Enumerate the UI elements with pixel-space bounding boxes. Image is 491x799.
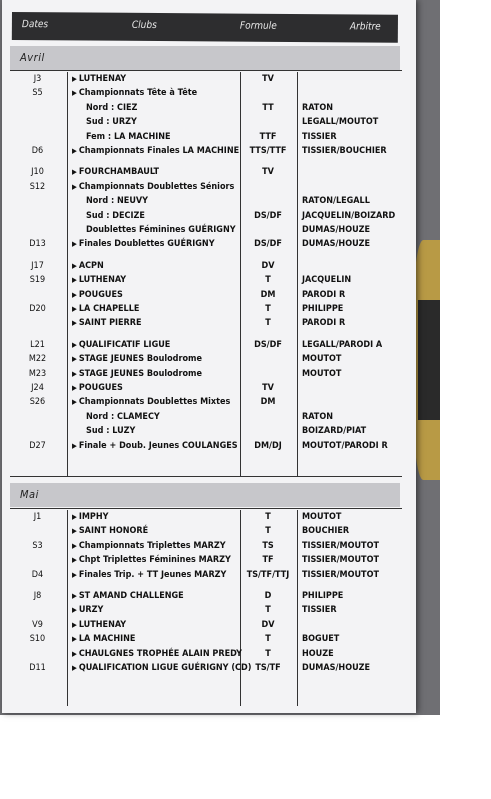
schedule-table-mai bbox=[10, 510, 402, 706]
table-header bbox=[12, 12, 398, 43]
row-club-text: Championnats Doublettes Mixtes bbox=[78, 397, 231, 408]
table-row bbox=[10, 259, 402, 273]
row-club bbox=[72, 144, 239, 158]
row-arbitre: LEGALL/PARODI A bbox=[302, 339, 383, 350]
row-club-text: STAGE JEUNES Boulodrome bbox=[78, 354, 202, 365]
table-row bbox=[10, 367, 402, 381]
row-club bbox=[72, 86, 197, 100]
row-date: J24 bbox=[31, 383, 44, 393]
table-row bbox=[10, 632, 402, 646]
arrow-bullet-icon: ▶ bbox=[72, 541, 77, 550]
row-arbitre: TISSIER bbox=[302, 131, 337, 142]
row-club-text: IMPHY bbox=[78, 512, 109, 522]
row-formule: DM bbox=[260, 289, 276, 300]
row-date: D20 bbox=[29, 304, 46, 314]
row-club-text: FOURCHAMBAULT bbox=[78, 167, 160, 178]
arrow-bullet-icon: ▶ bbox=[72, 182, 77, 191]
arrow-bullet-icon: ▶ bbox=[72, 147, 77, 155]
row-arbitre: MOUTOT bbox=[302, 354, 342, 365]
table-row bbox=[10, 237, 402, 251]
row-club-text: Championnats Doublettes Séniors bbox=[78, 181, 235, 192]
row-date: M22 bbox=[28, 354, 47, 365]
arrow-bullet-icon: ▶ bbox=[72, 384, 77, 392]
month-label: Mai bbox=[20, 488, 39, 501]
row-club-text: Finales Trip. + TT Jeunes MARZY bbox=[78, 569, 227, 580]
table-row bbox=[10, 288, 402, 302]
row-club-text: Finales Doublettes GUÉRIGNY bbox=[78, 239, 215, 250]
row-arbitre: TISSIER/MOUTOT bbox=[302, 569, 379, 580]
arrow-bullet-icon: ▶ bbox=[72, 606, 77, 615]
row-formule: TT bbox=[262, 102, 274, 113]
row-club bbox=[72, 273, 126, 287]
row-arbitre: DUMAS/HOUZE bbox=[302, 239, 371, 250]
row-club bbox=[72, 439, 238, 453]
row-club bbox=[86, 223, 236, 237]
row-formule: D bbox=[264, 591, 272, 601]
row-club bbox=[72, 381, 123, 395]
row-club bbox=[86, 424, 135, 438]
row-club bbox=[72, 568, 226, 582]
row-date: D11 bbox=[29, 663, 46, 673]
table-row bbox=[10, 618, 402, 632]
schedule-table-avril bbox=[10, 72, 402, 477]
header-clubs: Clubs bbox=[131, 19, 157, 32]
row-date: S19 bbox=[29, 275, 46, 286]
table-row bbox=[10, 180, 402, 194]
row-club-text: URZY bbox=[78, 605, 104, 616]
row-arbitre: BOIZARD/PIAT bbox=[302, 426, 367, 437]
table-row bbox=[10, 410, 402, 424]
row-club-text: SAINT PIERRE bbox=[78, 318, 142, 329]
row-date: S12 bbox=[29, 181, 46, 192]
row-club bbox=[72, 316, 142, 330]
table-row bbox=[10, 524, 402, 538]
calendar-page bbox=[2, 0, 416, 713]
row-club-text: Sud : DECIZE bbox=[86, 210, 145, 221]
row-club bbox=[72, 367, 202, 381]
table-row bbox=[10, 194, 402, 208]
row-formule: TV bbox=[262, 167, 274, 178]
table-row bbox=[10, 647, 402, 661]
row-club-text: LUTHENAY bbox=[78, 275, 127, 286]
row-formule: DM bbox=[260, 397, 276, 408]
row-club-text: CHAULGNES TROPHÉE ALAIN PREDY bbox=[78, 648, 243, 659]
row-formule: T bbox=[265, 605, 271, 616]
row-arbitre: RATON bbox=[302, 411, 333, 422]
row-club-text: Doublettes Féminines GUÉRIGNY bbox=[86, 225, 236, 235]
row-club-text: Nord : CIEZ bbox=[86, 102, 138, 113]
row-formule: DV bbox=[261, 619, 275, 630]
arrow-bullet-icon: ▶ bbox=[72, 261, 77, 270]
table-row bbox=[10, 165, 402, 179]
row-club bbox=[86, 130, 171, 144]
arrow-bullet-icon: ▶ bbox=[72, 340, 77, 349]
row-club bbox=[72, 647, 242, 661]
row-club bbox=[72, 72, 126, 86]
table-row bbox=[10, 130, 402, 144]
row-club bbox=[72, 288, 123, 302]
row-formule: TTF bbox=[259, 131, 277, 142]
row-date: D13 bbox=[29, 239, 46, 250]
row-arbitre: PHILIPPE bbox=[302, 591, 344, 601]
row-arbitre: BOUCHIER bbox=[302, 526, 350, 537]
row-arbitre: TISSIER/BOUCHIER bbox=[302, 146, 387, 156]
row-formule: TS bbox=[262, 540, 274, 551]
table-row bbox=[10, 539, 402, 553]
arrow-bullet-icon: ▶ bbox=[72, 355, 77, 364]
arrow-bullet-icon: ▶ bbox=[72, 635, 77, 644]
table-row bbox=[10, 144, 402, 158]
row-club bbox=[86, 410, 160, 424]
row-arbitre: TISSIER/MOUTOT bbox=[302, 540, 379, 551]
row-club-text: QUALIFICATIF LIGUE bbox=[78, 339, 171, 350]
row-formule: TF bbox=[262, 555, 274, 566]
row-formule: DS/DF bbox=[254, 239, 282, 250]
row-arbitre: DUMAS/HOUZE bbox=[302, 663, 371, 673]
row-date: S10 bbox=[29, 634, 46, 645]
row-club-text: Fem : LA MACHINE bbox=[86, 131, 171, 142]
row-club bbox=[72, 661, 251, 675]
row-club bbox=[72, 352, 202, 366]
row-club-text: LA MACHINE bbox=[78, 634, 136, 645]
row-formule: T bbox=[265, 526, 271, 537]
row-formule: TS/TF bbox=[255, 663, 281, 673]
row-club-text: POUGUES bbox=[78, 383, 123, 393]
row-date: J8 bbox=[33, 591, 42, 601]
table-row bbox=[10, 86, 402, 100]
row-arbitre: JACQUELIN bbox=[302, 275, 352, 286]
table-row bbox=[10, 439, 402, 453]
row-club bbox=[72, 539, 226, 553]
row-club bbox=[72, 618, 126, 632]
row-formule: DV bbox=[261, 260, 275, 271]
row-club-text: Championnats Finales LA MACHINE bbox=[78, 146, 240, 156]
row-club bbox=[72, 165, 159, 179]
row-club-text: Sud : LUZY bbox=[86, 426, 136, 437]
row-club bbox=[86, 194, 148, 208]
row-arbitre: PARODI R bbox=[302, 318, 346, 329]
row-club bbox=[72, 589, 184, 603]
table-row bbox=[10, 568, 402, 582]
row-club-text: Finale + Doub. Jeunes COULANGES bbox=[78, 440, 238, 451]
table-row bbox=[10, 395, 402, 409]
row-arbitre: TISSIER bbox=[302, 605, 337, 616]
row-club bbox=[72, 237, 215, 251]
table-row bbox=[10, 510, 402, 524]
row-arbitre: LEGALL/MOUTOT bbox=[302, 117, 379, 128]
arrow-bullet-icon: ▶ bbox=[72, 89, 77, 98]
table-rule bbox=[10, 476, 402, 477]
row-club-text: LA CHAPELLE bbox=[78, 304, 140, 314]
row-arbitre: PHILIPPE bbox=[302, 304, 344, 314]
row-date: S5 bbox=[32, 88, 43, 99]
row-date: D4 bbox=[31, 569, 44, 580]
row-arbitre: HOUZE bbox=[302, 648, 334, 659]
header-arbitre: Arbitre bbox=[349, 21, 381, 33]
month-bar-avril bbox=[10, 46, 400, 70]
row-formule: TV bbox=[262, 383, 274, 393]
row-formule: DS/DF bbox=[254, 339, 282, 350]
row-date: L21 bbox=[30, 339, 45, 350]
arrow-bullet-icon: ▶ bbox=[72, 620, 77, 629]
table-row bbox=[10, 603, 402, 617]
row-date: J1 bbox=[33, 512, 42, 522]
row-club-text: LUTHENAY bbox=[78, 619, 127, 630]
row-club-text: Championnats Tête à Tête bbox=[78, 88, 198, 99]
row-formule: DM/DJ bbox=[254, 440, 282, 451]
row-club bbox=[72, 510, 109, 524]
table-rule bbox=[10, 508, 402, 509]
row-date: J10 bbox=[31, 167, 44, 178]
month-bar-mai bbox=[10, 483, 400, 507]
header-dates: Dates bbox=[21, 19, 49, 31]
row-club-text: Sud : URZY bbox=[86, 117, 137, 128]
row-arbitre: RATON bbox=[302, 102, 333, 113]
arrow-bullet-icon: ▶ bbox=[72, 168, 77, 177]
row-arbitre: JACQUELIN/BOIZARD bbox=[302, 210, 396, 221]
row-arbitre: DUMAS/HOUZE bbox=[302, 225, 371, 235]
table-row bbox=[10, 381, 402, 395]
arrow-bullet-icon: ▶ bbox=[72, 75, 77, 83]
row-club bbox=[72, 395, 230, 409]
month-label: Avril bbox=[20, 51, 45, 64]
row-date: J17 bbox=[31, 260, 44, 271]
row-date: S3 bbox=[32, 540, 43, 551]
arrow-bullet-icon: ▶ bbox=[72, 398, 77, 407]
arrow-bullet-icon: ▶ bbox=[72, 290, 77, 299]
table-row bbox=[10, 72, 402, 86]
row-date: J3 bbox=[33, 74, 42, 84]
arrow-bullet-icon: ▶ bbox=[72, 649, 77, 658]
row-club-text: Championnats Triplettes MARZY bbox=[78, 540, 226, 551]
arrow-bullet-icon: ▶ bbox=[72, 570, 77, 579]
row-date: M23 bbox=[28, 368, 47, 379]
row-club-text: QUALIFICATION LIGUE GUÉRIGNY (CD) bbox=[78, 663, 252, 673]
row-formule: DS/DF bbox=[254, 210, 282, 221]
table-row bbox=[10, 209, 402, 223]
row-date: S26 bbox=[29, 397, 46, 408]
table-row bbox=[10, 553, 402, 567]
row-club-text: ST AMAND CHALLENGE bbox=[78, 591, 184, 601]
row-formule: T bbox=[265, 304, 271, 314]
row-arbitre: RATON/LEGALL bbox=[302, 196, 370, 207]
table-row bbox=[10, 352, 402, 366]
arrow-bullet-icon: ▶ bbox=[72, 664, 77, 672]
row-formule: T bbox=[265, 512, 271, 522]
table-row bbox=[10, 338, 402, 352]
row-date: V9 bbox=[32, 619, 43, 630]
table-rule bbox=[10, 70, 402, 71]
table-row bbox=[10, 661, 402, 675]
row-club-text: Nord : CLAMECY bbox=[86, 411, 160, 422]
row-club-text: SAINT HONORÉ bbox=[78, 526, 149, 537]
row-club bbox=[72, 259, 104, 273]
row-club-text: LUTHENAY bbox=[78, 74, 127, 84]
table-row bbox=[10, 273, 402, 287]
row-formule: T bbox=[265, 318, 271, 329]
row-club bbox=[86, 115, 137, 129]
arrow-bullet-icon: ▶ bbox=[72, 276, 77, 285]
row-club-text: STAGE JEUNES Boulodrome bbox=[78, 368, 202, 379]
table-row bbox=[10, 589, 402, 603]
row-club bbox=[72, 524, 148, 538]
table-row bbox=[10, 316, 402, 330]
row-club-text: Chpt Triplettes Féminines MARZY bbox=[78, 555, 231, 566]
background-object-dark bbox=[418, 300, 440, 420]
row-formule: T bbox=[265, 275, 271, 286]
arrow-bullet-icon: ▶ bbox=[72, 441, 77, 450]
row-formule: T bbox=[265, 634, 271, 645]
header-formule: Formule bbox=[239, 20, 277, 32]
row-club bbox=[72, 632, 135, 646]
table-row bbox=[10, 424, 402, 438]
table-row bbox=[10, 101, 402, 115]
arrow-bullet-icon: ▶ bbox=[72, 319, 77, 328]
arrow-bullet-icon: ▶ bbox=[72, 527, 77, 536]
row-club bbox=[86, 209, 145, 223]
row-formule: TTS/TTF bbox=[249, 146, 287, 156]
row-club-text: POUGUES bbox=[78, 289, 123, 300]
row-arbitre: MOUTOT/PARODI R bbox=[302, 440, 388, 451]
table-row bbox=[10, 223, 402, 237]
arrow-bullet-icon: ▶ bbox=[72, 240, 77, 249]
row-club bbox=[72, 603, 103, 617]
row-arbitre: BOGUET bbox=[302, 634, 340, 645]
arrow-bullet-icon: ▶ bbox=[72, 592, 77, 600]
row-club bbox=[72, 553, 231, 567]
arrow-bullet-icon: ▶ bbox=[72, 369, 77, 378]
row-arbitre: MOUTOT bbox=[302, 512, 342, 522]
row-club-text: ACPN bbox=[78, 260, 104, 271]
table-row bbox=[10, 115, 402, 129]
row-date: D27 bbox=[29, 440, 46, 451]
row-formule: TS/TF/TTJ bbox=[246, 569, 290, 580]
row-club bbox=[72, 338, 170, 352]
row-club bbox=[86, 101, 137, 115]
row-club bbox=[72, 180, 234, 194]
row-club bbox=[72, 302, 139, 316]
row-formule: T bbox=[265, 648, 271, 659]
arrow-bullet-icon: ▶ bbox=[72, 305, 77, 313]
arrow-bullet-icon: ▶ bbox=[72, 556, 77, 565]
table-row bbox=[10, 302, 402, 316]
row-formule: TV bbox=[262, 74, 274, 84]
row-arbitre: PARODI R bbox=[302, 289, 346, 300]
row-date: D6 bbox=[31, 146, 44, 156]
row-arbitre: MOUTOT bbox=[302, 368, 342, 379]
row-club-text: Nord : NEUVY bbox=[86, 196, 149, 207]
arrow-bullet-icon: ▶ bbox=[72, 513, 77, 521]
row-arbitre: TISSIER/MOUTOT bbox=[302, 555, 379, 566]
